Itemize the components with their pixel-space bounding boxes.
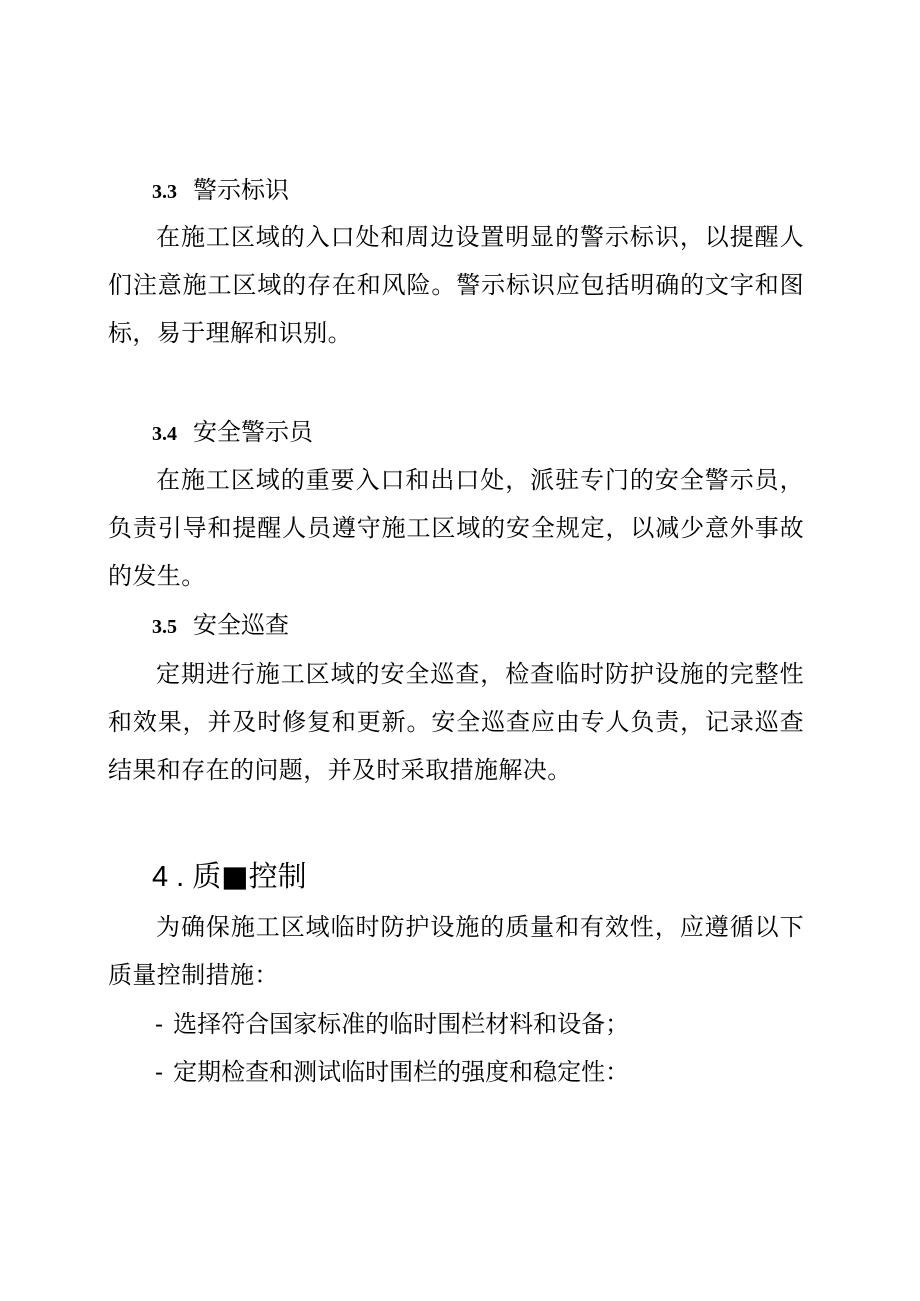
section-heading-3-4 [152,414,313,450]
section-title: 安全巡查 [193,611,289,639]
chapter-number: 4 . [152,861,185,893]
section-number: 3.3 [152,181,177,203]
section-body-3-5: 定期进行施工区域的安全巡查，检查临时防护设施的完整性和效果，并及时修复和更新。安全巡查应由专人负责，记录巡查结果和存在的问题，并及时采取措施解决。 [108,660,804,784]
section-body-3-4: 在施工区域的重要入口和出口处，派驻专门的安全警示员，负责引导和提醒人员遵守施工区域的安全规定，以减少意外事故的发生。 [108,466,804,590]
section-title: 安全警示员 [193,418,313,446]
list-bullet: - [155,1058,164,1086]
section-heading-3-3 [152,172,289,208]
list-item [155,1000,795,1048]
chapter-intro: 为确保施工区域临时防护设施的质量和有效性，应遵循以下质量控制措施： [108,913,804,989]
list-item [155,1048,795,1096]
list-item-text: 选择符合国家标准的临时围栏材料和设备； [173,1010,630,1038]
section-body-3-3: 在施工区域的入口处和周边设置明显的警示标识，以提醒人们注意施工区域的存在和风险。警示标识应包括明确的文字和图标，易于理解和识别。 [108,223,804,347]
chapter-title: 质■控制 [192,859,307,893]
section-heading-3-5 [152,607,289,643]
section-number: 3.4 [152,423,177,445]
section-number: 3.5 [152,616,177,638]
list-item-text: 定期检查和测试临时围栏的强度和稳定性： [173,1058,630,1086]
section-title: 警示标识 [193,176,289,204]
list-bullet: - [155,1010,164,1038]
chapter-heading-4 [152,853,307,899]
